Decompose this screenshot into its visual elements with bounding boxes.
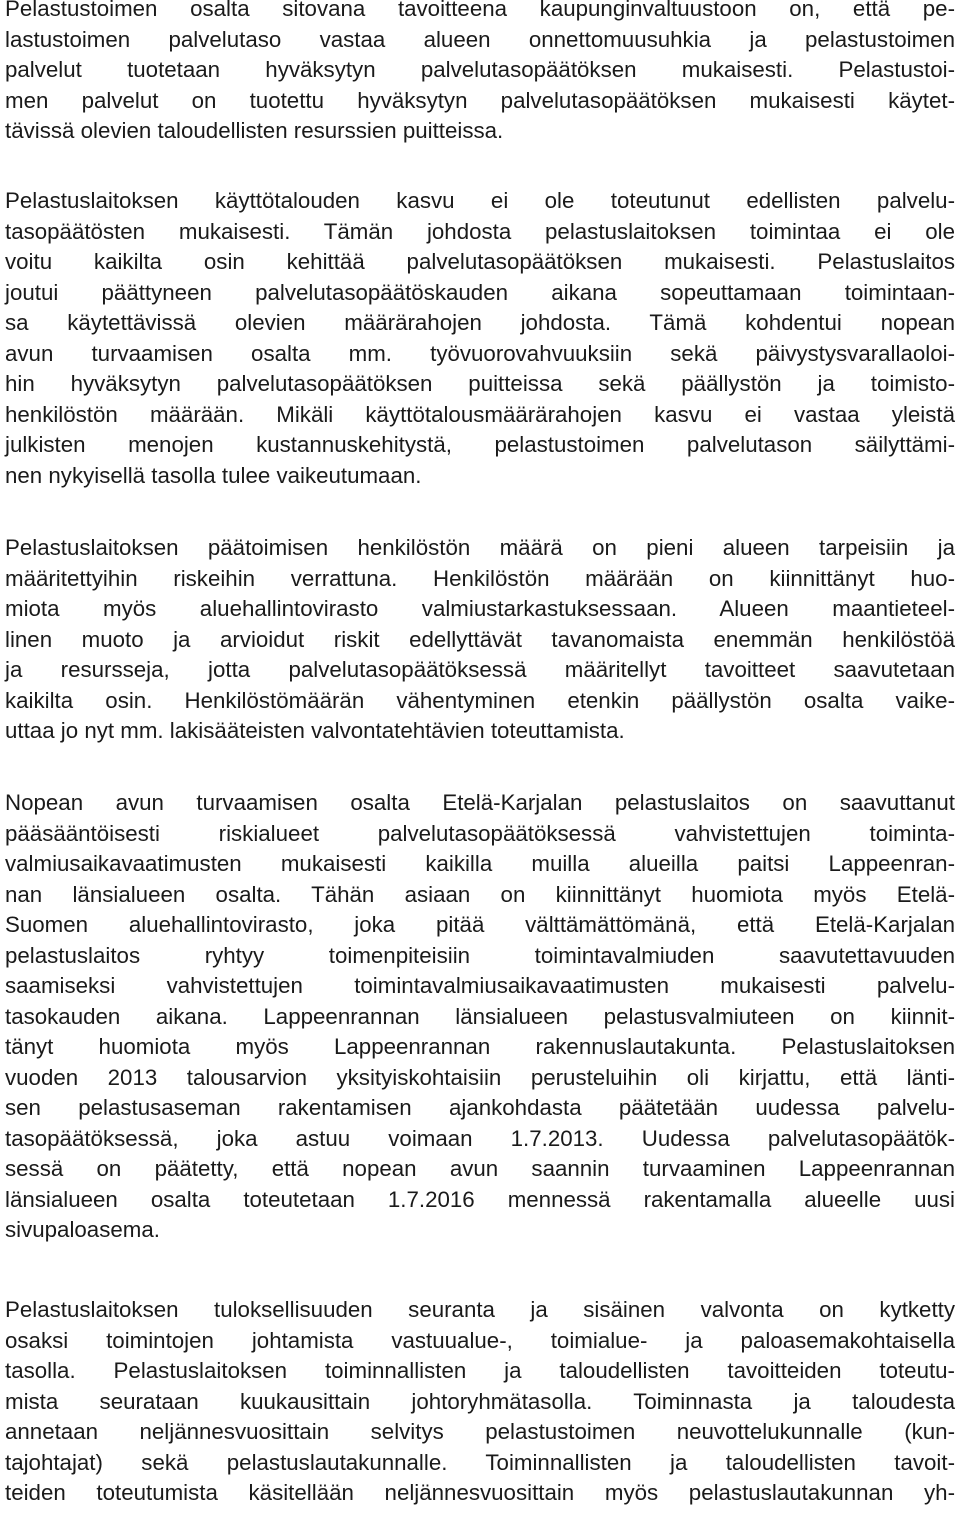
text-line: avun turvaamisen osalta mm. työvuorovahvuuksiin sekä päivystysvarallaoloi- xyxy=(5,340,955,366)
text-line: sa käytettävissä olevien määrärahojen johdosta. Tämä kohdentui nopean xyxy=(5,310,955,335)
text-line: lastustoimen palvelutaso vastaa alueen onnettomuusuhkia ja pelastustoimen xyxy=(5,26,955,52)
paragraph-2 xyxy=(5,186,955,491)
text-line: pelastuslaitos ryhtyy toimenpiteisiin toimintavalmiuden saavutettavuuden xyxy=(5,942,955,968)
text-line: tasolla. Pelastuslaitoksen toiminnallisten ja taloudellisten tavoitteiden toteutu- xyxy=(5,1358,955,1383)
text-line: men palvelut on tuotettu hyväksytyn palvelutasopäätöksen mukaisesti käytet- xyxy=(5,87,955,113)
text-line: annetaan neljännesvuosittain selvitys pelastustoimen neuvottelukunnalle (kun- xyxy=(5,1419,955,1444)
text-line: tasokauden aikana. Lappeenrannan länsialueen pelastusvalmiuteen on kiinnit- xyxy=(5,1003,955,1029)
text-line: linen muoto ja arvioidut riskit edellyttävät tavanomaista enemmän henkilöstöä xyxy=(5,626,955,652)
text-line: länsialueen osalta toteutetaan 1.7.2016 mennessä rakentamalla alueelle uusi xyxy=(5,1186,955,1212)
text-line: Pelastuslaitoksen päätoimisen henkilöstön määrä on pieni alueen tarpeisiin ja xyxy=(5,535,955,560)
text-line: Pelastuslaitoksen tuloksellisuuden seuranta ja sisäinen valvonta on kytketty xyxy=(5,1297,955,1322)
paragraph-3 xyxy=(5,533,955,747)
text-line: Pelastuslaitoksen käyttötalouden kasvu ei ole toteutunut edellisten palvelu- xyxy=(5,188,955,213)
text-line: Pelastustoimen osalta sitovana tavoitteena kaupunginvaltuustoon on, että pe- xyxy=(5,0,955,21)
text-line: osaksi toimintojen johtamista vastuualue-, toimialue- ja paloasemakohtaisella xyxy=(5,1327,955,1353)
text-line: nan länsialueen osalta. Tähän asiaan on kiinnittänyt huomiota myös Etelä- xyxy=(5,881,955,907)
text-line: tasopäätösten mukaisesti. Tämän johdosta pelastuslaitoksen toimintaa ei ole xyxy=(5,218,955,244)
text-line: tajohtajat) sekä pelastuslautakunnalle. Toiminnallisten ja taloudellisten tavoit- xyxy=(5,1449,955,1475)
text-line: mista seurataan kuukausittain johtoryhmätasolla. Toiminnasta ja taloudesta xyxy=(5,1388,955,1414)
text-line: kaikilta osin. Henkilöstömäärän vähentyminen etenkin päällystön osalta vaike- xyxy=(5,687,955,713)
text-line: palvelut tuotetaan hyväksytyn palvelutasopäätöksen mukaisesti. Pelastustoi- xyxy=(5,57,955,82)
text-line: määritettyihin riskeihin verrattuna. Henkilöstön määrään on kiinnittänyt huo- xyxy=(5,565,955,591)
text-line: sen pelastusaseman rakentamisen ajankohdasta päätetään uudessa palvelu- xyxy=(5,1095,955,1120)
text-line: Nopean avun turvaamisen osalta Etelä-Karjalan pelastuslaitos on saavuttanut xyxy=(5,790,955,815)
text-line: vuoden 2013 talousarvion yksityiskohtaisiin perusteluihin oli kirjattu, että länti- xyxy=(5,1064,955,1090)
text-line: hin hyväksytyn palvelutasopäätöksen puitteissa sekä päällystön ja toimisto- xyxy=(5,371,955,396)
text-line: voitu kaikilta osin kehittää palvelutasopäätöksen mukaisesti. Pelastuslaitos xyxy=(5,249,955,274)
text-line: tävissä olevien taloudellisten resurssien puitteissa. xyxy=(5,118,504,143)
text-line: miota myös aluehallintovirasto valmiustarkastuksessaan. Alueen maantieteel- xyxy=(5,596,955,621)
text-line: saamiseksi vahvistettujen toimintavalmiusaikavaatimusten mukaisesti palvelu- xyxy=(5,973,955,998)
text-line: teiden toteutumista käsitellään neljännesvuosittain myös pelastuslautakunnan yh- xyxy=(5,1480,955,1505)
paragraph-1 xyxy=(5,0,955,147)
text-line: nen nykyisellä tasolla tulee vaikeutumaan. xyxy=(5,462,422,488)
text-line: tänyt huomiota myös Lappeenrannan rakennuslautakunta. Pelastuslaitoksen xyxy=(5,1034,955,1059)
paragraph-5 xyxy=(5,1295,955,1509)
text-line: uttaa jo nyt mm. lakisääteisten valvontatehtävien toteuttamista. xyxy=(5,718,625,743)
text-line: ja resursseja, jotta palvelutasopäätöksessä määritellyt tavoitteet saavutetaan xyxy=(5,657,955,682)
text-line: Suomen aluehallintovirasto, joka pitää välttämättömänä, että Etelä-Karjalan xyxy=(5,912,955,937)
text-line: joutui päättyneen palvelutasopäätöskauden aikana sopeuttamaan toimintaan- xyxy=(5,279,955,305)
text-line: valmiusaikavaatimusten mukaisesti kaikilla muilla alueilla paitsi Lappeenran- xyxy=(5,851,955,876)
paragraph-4 xyxy=(5,788,955,1246)
text-line: tasopäätöksessä, joka astuu voimaan 1.7.2013. Uudessa palvelutasopäätök- xyxy=(5,1125,955,1151)
text-line: pääsääntöisesti riskialueet palvelutasopäätöksessä vahvistettujen toiminta- xyxy=(5,820,955,846)
text-line: sessä on päätetty, että nopean avun saannin turvaaminen Lappeenrannan xyxy=(5,1156,955,1181)
text-line: sivupaloasema. xyxy=(5,1217,160,1242)
text-line: henkilöstön määrään. Mikäli käyttötalousmäärärahojen kasvu ei vastaa yleistä xyxy=(5,401,955,427)
text-line: julkisten menojen kustannuskehitystä, pelastustoimen palvelutason säilyttämi- xyxy=(5,432,955,457)
